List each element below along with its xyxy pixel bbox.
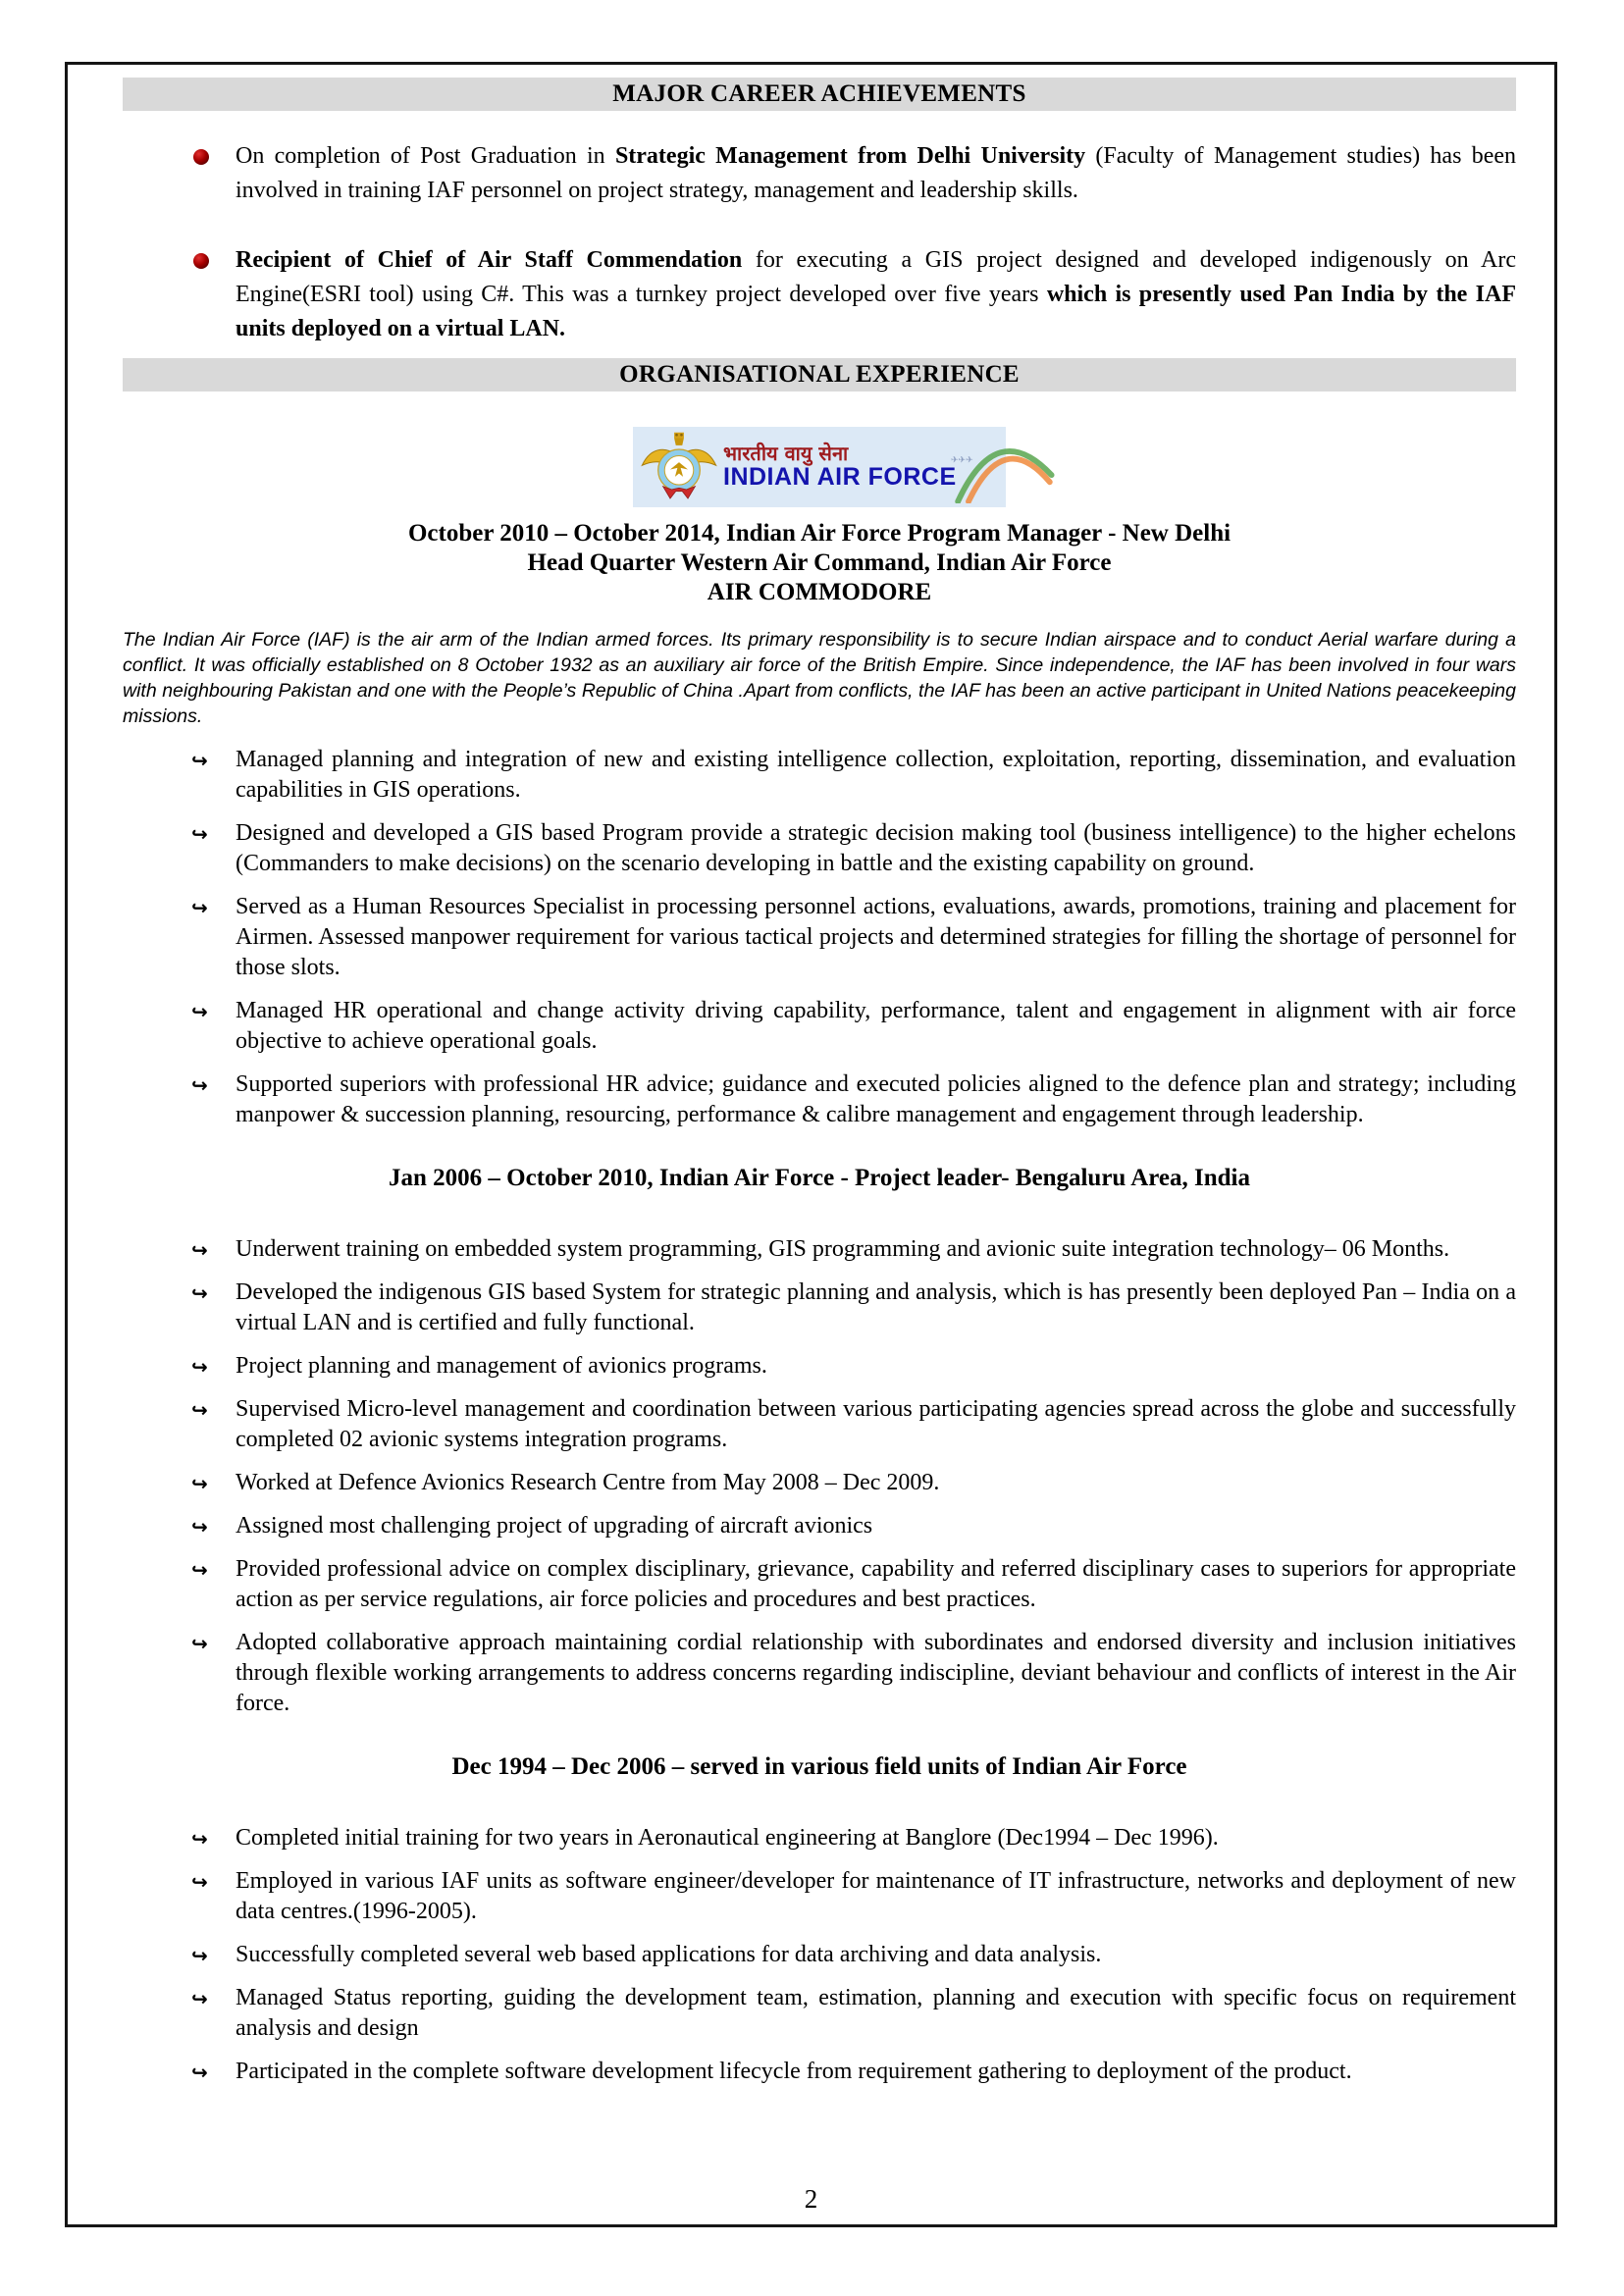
hook-arrow-icon: ↪ bbox=[191, 1000, 208, 1023]
bullet-text: Employed in various IAF units as software engineer/developer for maintenance of IT infrastructure, networks and deployment of new data centres.(1996-2005). bbox=[236, 1868, 1516, 1924]
bullet-text: Adopted collaborative approach maintaining cordial relationship with subordinates and endorsed diversity and inclusion initiatives through flexible working arrangements to address concerns regarding indiscipline, deviant behaviour and conflicts of interest in the Air force. bbox=[236, 1630, 1516, 1716]
hook-arrow-icon: ↪ bbox=[191, 1355, 208, 1379]
achievement-item bbox=[123, 243, 1516, 346]
bullet-text: Supported superiors with professional HR advice; guidance and executed policies aligned to the defence plan and strategy; including manpower & succession planning, resourcing, performance & calibre management and engagement through leadership. bbox=[236, 1071, 1516, 1127]
achievement-text bbox=[236, 139, 1516, 208]
text-segment-bold: Recipient of Chief of Air Staff Commendation bbox=[236, 247, 743, 273]
tricolor-arc-icon bbox=[951, 431, 1057, 503]
page-number: 2 bbox=[804, 2184, 818, 2214]
bullet-text: Assigned most challenging project of upgrading of aircraft avionics bbox=[236, 1513, 873, 1539]
hook-arrow-icon: ↪ bbox=[191, 896, 208, 919]
role1-heading-line3: AIR COMMODORE bbox=[707, 579, 932, 605]
bullet-item bbox=[123, 1394, 1516, 1455]
bullet-item bbox=[123, 1511, 1516, 1541]
planes-icon: ✈✈✈ bbox=[950, 455, 973, 466]
bullet-text: Successfully completed several web based applications for data archiving and data analysis. bbox=[236, 1942, 1102, 1967]
role1-bullet-list bbox=[123, 745, 1516, 1130]
bullet-item bbox=[123, 745, 1516, 806]
hook-arrow-icon: ↪ bbox=[191, 1073, 208, 1097]
hook-arrow-icon: ↪ bbox=[191, 1827, 208, 1851]
bullet-item bbox=[123, 1823, 1516, 1853]
hook-arrow-icon: ↪ bbox=[191, 1515, 208, 1539]
bullet-text: Underwent training on embedded system programming, GIS programming and avionic suite integration technology– 06 Months. bbox=[236, 1236, 1450, 1262]
text-segment: for executing a GIS project designed and developed indigenously on Arc Engine(ESRI tool) using C#. This was a turnkey project developed over five years bbox=[236, 247, 1516, 307]
text-segment: (Faculty of Management studies) has been involved in training IAF personnel on project strategy, management and leadership skills. bbox=[236, 143, 1517, 203]
page-border bbox=[65, 62, 1557, 2227]
hook-arrow-icon: ↪ bbox=[191, 2061, 208, 2084]
hook-arrow-icon: ↪ bbox=[191, 749, 208, 772]
iaf-logo-text bbox=[723, 444, 957, 490]
bullet-text: Provided professional advice on complex disciplinary, grievance, capability and referred disciplinary cases to superiors for appropriate action as per service regulations, air force policies and procedures and best practices. bbox=[236, 1556, 1516, 1612]
iaf-logo bbox=[633, 427, 1006, 507]
section-header-experience bbox=[123, 358, 1516, 391]
role3-bullet-list bbox=[123, 1823, 1516, 2087]
hook-arrow-icon: ↪ bbox=[191, 822, 208, 846]
role1-heading-line2: Head Quarter Western Air Command, Indian Air Force bbox=[527, 549, 1112, 576]
hook-arrow-icon: ↪ bbox=[191, 1987, 208, 2010]
section-header-achievements bbox=[123, 78, 1516, 111]
bullet-text: Worked at Defence Avionics Research Centre from May 2008 – Dec 2009. bbox=[236, 1470, 940, 1495]
text-segment-bold: which is presently used Pan India by the IAF units deployed on a virtual LAN. bbox=[236, 282, 1516, 341]
hook-arrow-icon: ↪ bbox=[191, 1238, 208, 1262]
iaf-crest-icon bbox=[639, 431, 719, 503]
hook-arrow-icon: ↪ bbox=[191, 1632, 208, 1655]
bullet-text: Managed HR operational and change activity driving capability, performance, talent and engagement in alignment with air force objective to achieve operational goals. bbox=[236, 998, 1516, 1054]
bullet-item bbox=[123, 996, 1516, 1057]
bullet-item bbox=[123, 1554, 1516, 1615]
bullet-item bbox=[123, 1278, 1516, 1338]
achievement-item bbox=[123, 139, 1516, 208]
bullet-item bbox=[123, 2057, 1516, 2087]
bullet-item bbox=[123, 1070, 1516, 1130]
bullet-item bbox=[123, 1234, 1516, 1265]
bullet-text: Participated in the complete software development lifecycle from requirement gathering to deployment of the product. bbox=[236, 2059, 1352, 2084]
bullet-text: Completed initial training for two years in Aeronautical engineering at Banglore (Dec1994 – Dec 1996). bbox=[236, 1825, 1219, 1851]
hook-arrow-icon: ↪ bbox=[191, 1281, 208, 1305]
role1-heading bbox=[123, 519, 1516, 607]
section-title: ORGANISATIONAL EXPERIENCE bbox=[619, 361, 1020, 388]
text-segment: On completion of Post Graduation in bbox=[236, 143, 615, 169]
iaf-hindi-title: भारतीय वायु सेना bbox=[723, 442, 849, 466]
bullet-text: Project planning and management of avionics programs. bbox=[236, 1353, 767, 1379]
hook-arrow-icon: ↪ bbox=[191, 1558, 208, 1582]
achievement-text bbox=[236, 243, 1516, 346]
iaf-intro-paragraph: The Indian Air Force (IAF) is the air arm of the Indian armed forces. Its primary responsibility is to secure Indian airspace and to conduct Aerial warfare during a conflict. It was officially established on 8 October 1932 as an auxiliary air force of the British Empire. Since independence, the IAF has been involved in four wars with neighbouring Pakistan and one with the People’s Republic of China .Apart from conflicts, the IAF has been an active participant in United Nations peacekeeping missions. bbox=[123, 629, 1516, 727]
bullet-text: Managed planning and integration of new and existing intelligence collection, exploitation, reporting, dissemination, and evaluation capabilities in GIS operations. bbox=[236, 747, 1516, 803]
bullet-item bbox=[123, 892, 1516, 983]
bullet-item bbox=[123, 1940, 1516, 1970]
role1-heading-line1: October 2010 – October 2014, Indian Air Force Program Manager - New Delhi bbox=[407, 520, 1231, 547]
iaf-english-title: INDIAN AIR FORCE bbox=[723, 463, 957, 492]
role2-heading: Jan 2006 – October 2010, Indian Air Force - Project leader- Bengaluru Area, India bbox=[389, 1165, 1250, 1191]
bullet-text: Supervised Micro-level management and coordination between various participating agencies spread across the globe and successfully completed 02 avionic systems integration programs. bbox=[236, 1396, 1516, 1452]
red-bullet-icon bbox=[193, 253, 209, 269]
page-content bbox=[123, 65, 1516, 2100]
bullet-item bbox=[123, 1866, 1516, 1927]
bullet-text: Designed and developed a GIS based Program provide a strategic decision making tool (business intelligence) to the higher echelons (Commanders to make decisions) on the scenario developing in battle and the existing capability on ground. bbox=[236, 820, 1516, 876]
hook-arrow-icon: ↪ bbox=[191, 1944, 208, 1967]
bullet-item bbox=[123, 1351, 1516, 1382]
bullet-item bbox=[123, 1628, 1516, 1719]
section-title: MAJOR CAREER ACHIEVEMENTS bbox=[612, 80, 1026, 107]
hook-arrow-icon: ↪ bbox=[191, 1398, 208, 1422]
hook-arrow-icon: ↪ bbox=[191, 1870, 208, 1894]
hook-arrow-icon: ↪ bbox=[191, 1472, 208, 1495]
role3-heading: Dec 1994 – Dec 2006 – served in various field units of Indian Air Force bbox=[451, 1753, 1187, 1780]
role2-bullet-list bbox=[123, 1234, 1516, 1719]
bullet-text: Managed Status reporting, guiding the development team, estimation, planning and execution with specific focus on requirement analysis and design bbox=[236, 1985, 1516, 2041]
bullet-text: Developed the indigenous GIS based System for strategic planning and analysis, which is has presently been deployed Pan – India on a virtual LAN and is certified and fully functional. bbox=[236, 1279, 1516, 1335]
text-segment-bold: Strategic Management from Delhi University bbox=[614, 143, 1086, 169]
red-bullet-icon bbox=[193, 149, 209, 165]
bullet-item bbox=[123, 1468, 1516, 1498]
bullet-item bbox=[123, 818, 1516, 879]
bullet-item bbox=[123, 1983, 1516, 2044]
bullet-text: Served as a Human Resources Specialist in processing personnel actions, evaluations, awards, promotions, training and placement for Airmen. Assessed manpower requirement for various tactical projects and determined strategies for filling the shortage of personnel for those slots. bbox=[236, 894, 1516, 980]
